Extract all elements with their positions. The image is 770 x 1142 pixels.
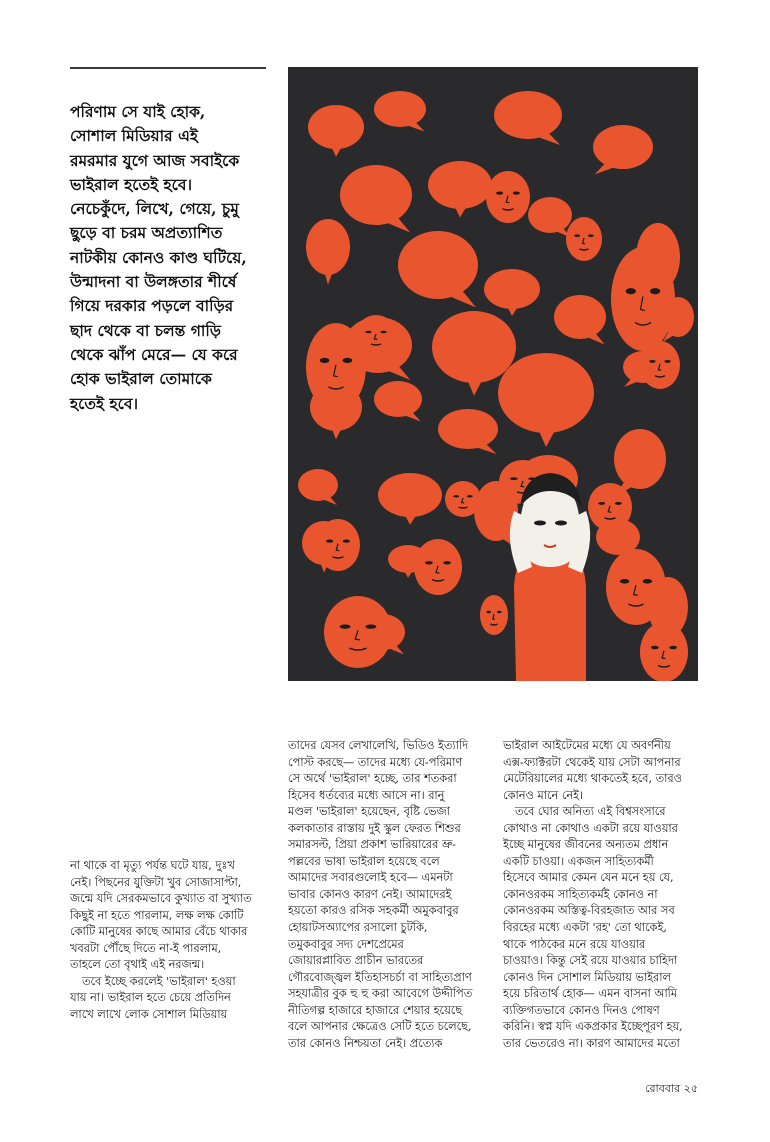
body-line: নেই। পিছনের যুক্তিটা খুব সোজাসাপ্টা,	[70, 875, 242, 889]
pullquote-line: রমরমার যুগে আজ সবাইকে	[70, 150, 240, 170]
woman-figure	[510, 473, 590, 681]
speech-bubble-5	[340, 165, 412, 233]
pullquote-line: সোশাল মিডিয়ার এই	[70, 126, 198, 146]
face-15	[640, 622, 688, 681]
speech-bubble-6	[428, 161, 492, 217]
body-line: থাকে পাঠকের মনে রয়ে যাওয়ার	[503, 937, 646, 951]
face-9	[588, 483, 632, 531]
body-line: কোনও মানে নেই।	[503, 788, 584, 802]
speech-bubble-17	[498, 353, 594, 447]
body-line: পোস্ট করছে— তাদের মধ্যে যে-পরিমাণ	[288, 755, 463, 769]
speech-bubble-4	[593, 125, 653, 175]
body-line: এক্স-ফ্যাক্টরটা থেকেই যায় সেটা আপনার	[503, 755, 681, 769]
speech-bubble-16	[374, 381, 422, 422]
body-line: বিরহের মধ্যে একটা 'রহ' তো থাকেই,	[503, 921, 667, 935]
body-line: তবে ঘোর অনিত্য এই বিশ্বসংসারে	[515, 805, 666, 819]
body-line: সমারসল্ট, প্রিয়া প্রকাশ ভারিয়ারের ভ্রু-	[288, 838, 456, 852]
body-line: খবরটা পৌঁছে দিতে না-ই পারলাম,	[70, 941, 222, 955]
body-line: কোথাও না কোথাও একটা রয়ে যাওয়ার	[503, 821, 678, 835]
body-line: হিসেব ধর্তব্যের মধ্যে আসে না। রানু	[288, 788, 445, 802]
pullquote-line: পরিণাম সে যাই হোক,	[70, 102, 206, 121]
speech-bubble-7	[528, 197, 572, 238]
body-line: তমুকবাবুর সদ্য দেশপ্রেমের	[288, 937, 404, 951]
body-line: তবে ইচ্ছে করলেই 'ভাইরাল' হওয়া	[82, 974, 236, 988]
face-14	[480, 595, 508, 635]
body-line: আমাদের সবারগুলোই হবে— এমনটা	[288, 871, 453, 885]
body-line: লাখে লাখে লোক সোশাল মিডিয়ায়	[70, 1007, 228, 1021]
top-rule	[70, 67, 266, 69]
pullquote-line: ছুড়ে বা চরম অপ্রত্যাশিত	[70, 223, 223, 243]
body-line: সে অর্থে 'ভাইরাল' হচ্ছে, তার শতকরা	[288, 772, 457, 786]
pullquote-line: উন্মাদনা বা উলঙ্গতার শীর্ষে	[70, 272, 237, 292]
pullquote-line: ছাদ থেকে বা চলন্ত গাড়ি	[70, 320, 221, 340]
body-column-2	[288, 738, 488, 1052]
body-line: কোনওরকম অস্তিত্ব-বিরহজাত আর সব	[503, 904, 675, 918]
pullquote-line: ভাইরাল হতেই হবে।	[70, 174, 193, 194]
body-line: হিসেবে আমার কেমন যেন মনে হয় যে,	[503, 871, 674, 885]
page-folio: রোববার ২৫	[645, 1082, 698, 1095]
pullquote-line: হতেই হবে।	[70, 393, 139, 413]
face-12	[606, 549, 666, 625]
body-line: হয়ে চরিতার্থ হোক— এমন বাসনা আমি	[503, 987, 678, 1001]
body-line: তার কোনও নিশ্চয়তা নেই। প্রত্যেক	[288, 1036, 443, 1050]
pullquote-line: নাটকীয় কোনও কাণ্ড ঘটিয়ে,	[70, 247, 247, 267]
body-line: মণ্ডল 'ভাইরাল' হয়েছেন, বৃষ্টি ভেজা	[288, 805, 450, 819]
body-column-3	[503, 738, 703, 1052]
pullquote-line: গিয়ে দরকার পড়লে বাড়ির	[70, 296, 234, 316]
speech-bubble-10	[484, 269, 540, 316]
body-line: ইচ্ছে মানুষের জীবনের অন্যতম প্রধান	[503, 838, 669, 852]
face-2	[566, 217, 602, 261]
body-line: নীতিগল্প হাজারে হাজারে শেয়ার হয়েছে	[288, 1003, 463, 1017]
pullquote-line: থেকে ঝাঁপ মেরে— যে করে	[70, 344, 238, 364]
body-line: তাহলে তো বৃথাই এই নরজন্ম।	[70, 958, 205, 972]
speech-bubble-1	[308, 105, 364, 157]
illustration	[288, 67, 698, 681]
body-line: ভাবার কোনও কারণ নেই। আমাদেরই	[288, 887, 452, 901]
body-line: ব্যক্তিগতভাবে কোনও দিনও পোষণ	[503, 1003, 660, 1017]
speech-bubble-8	[306, 219, 350, 285]
face-6	[640, 341, 680, 389]
speech-bubble-21	[378, 473, 442, 525]
speech-bubble-14	[554, 295, 606, 345]
face-11	[414, 539, 462, 595]
body-line: বলে আপনার ক্ষেত্রেও সেটি হতে চলেছে,	[288, 1020, 472, 1034]
pullquote-line: হোক ভাইরাল তোমাকে	[70, 369, 212, 389]
face-3	[611, 247, 675, 351]
speech-bubble-19	[438, 409, 498, 454]
pull-quote	[70, 100, 270, 416]
illustration-artwork	[288, 67, 698, 681]
body-line: তাদের যেসব লেখালেখি, ভিডিও ইত্যাদি	[288, 739, 469, 752]
body-line: কোটি মানুষের কাছে আমার বেঁচে থাকার	[70, 925, 248, 939]
body-line: ভাইরাল আইটেমের মধ্যে যে অবর্ণনীয়	[503, 739, 671, 752]
speech-bubble-9	[398, 231, 478, 308]
face-8	[445, 481, 481, 517]
body-line: পল্লবের ভাষা ভাইরাল হয়েছে বলে	[288, 854, 440, 868]
body-line: না থাকে বা মৃত্যু পর্যন্ত ঘটে যায়, দুঃখ	[70, 859, 235, 872]
body-line: হয়তো কারও রসিক সহকর্মী অমুকবাবুর	[288, 904, 459, 918]
pullquote-line: নেচেকুঁদে, লিখে, গেয়ে, চুমু	[70, 199, 239, 219]
speech-bubble-20	[298, 469, 338, 505]
body-line: তার ভেতরেও না। কারণ আমাদের মতো	[503, 1036, 680, 1050]
face-13	[324, 596, 392, 668]
face-10	[316, 519, 360, 571]
body-line: কোনওরকম সাহিত্যকর্মই কোনও না	[503, 887, 658, 901]
body-line: কোনও দিন সোশাল মিডিয়ায় ভাইরাল	[503, 970, 671, 984]
speech-bubble-24	[614, 429, 666, 497]
speech-bubble-2	[374, 91, 426, 132]
body-line: একটি চাওয়া। একজন সাহিত্যকর্মী	[503, 854, 654, 868]
body-column-1	[70, 858, 275, 1023]
body-line: যায় না। ভাইরাল হতে চেয়ে প্রতিদিন	[70, 991, 231, 1005]
body-line: জন্মে যদি সেরকমভাবে কুখ্যাত বা সুখ্যাত	[70, 892, 252, 906]
body-line: কিছুই না হতে পারলাম, লক্ষ লক্ষ কোটি	[70, 908, 244, 922]
body-line: চাওয়াও। কিন্তু সেই রয়ে যাওয়ার চাহিদা	[503, 954, 678, 968]
body-line: সহযাত্রীর বুক হু হু করা আবেগে উদ্দীপিত	[288, 987, 473, 1001]
body-line: মেটেরিয়ালের মধ্যে থাকতেই হবে, তারও	[503, 772, 682, 786]
body-line: জোয়ারপ্লাবিত প্রাচীন ভারতের	[288, 954, 424, 968]
body-line: হোয়াটসঅ্যাপের রসালো চুটকি,	[288, 921, 428, 935]
body-line: কলকাতার রাস্তায় দুই স্কুল ফেরত শিশুর	[288, 821, 461, 835]
body-line: গৌরবোজ্জ্বল ইতিহাসচর্চা বা সাহিত্যপ্রাণ	[288, 970, 472, 984]
body-line: করিনি। স্বপ্ন যদি একপ্রকার ইচ্ছেপূরণ হয়,	[503, 1020, 683, 1034]
face-1	[486, 171, 530, 223]
face-5	[356, 315, 396, 355]
speech-bubble-3	[494, 91, 562, 145]
